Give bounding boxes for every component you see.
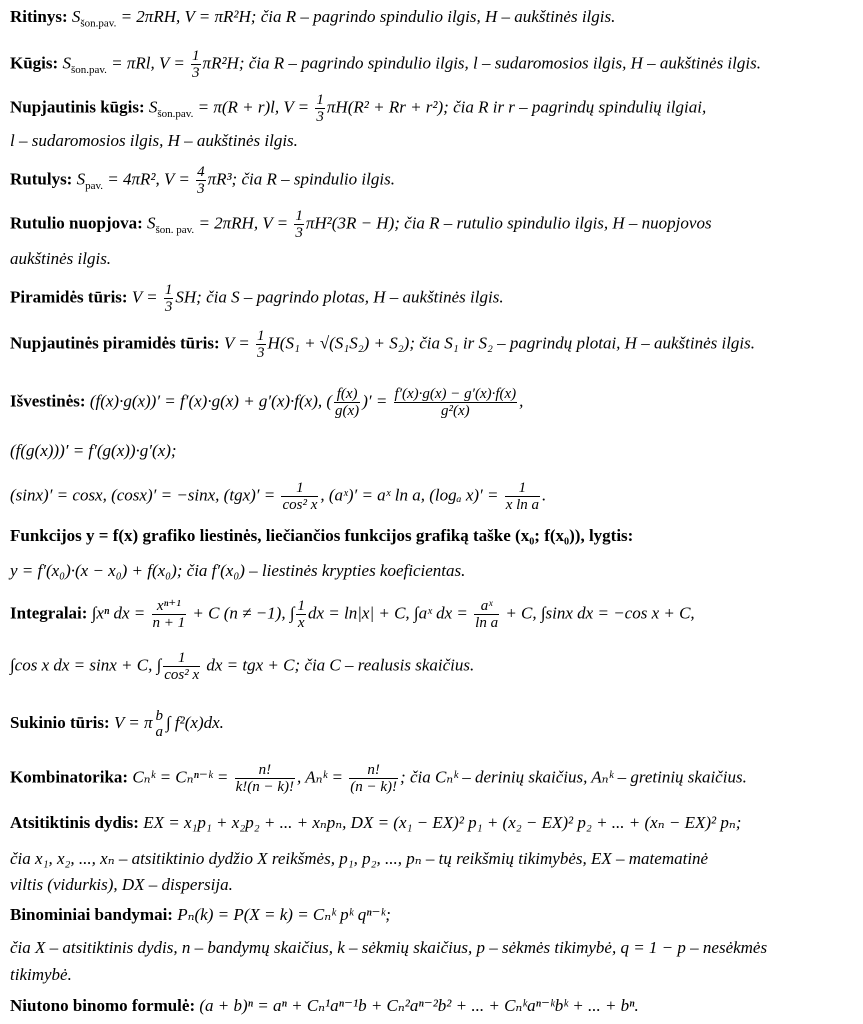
fraction-denominator: n + 1 xyxy=(152,615,186,631)
fraction-denominator: cos² x xyxy=(282,497,318,513)
formula-line xyxy=(10,904,857,926)
fraction-numerator: 4 xyxy=(197,164,205,180)
formula-line xyxy=(10,812,857,834)
fraction-2-numerator: 1 xyxy=(297,598,305,614)
formula-subscript: šon.pav. xyxy=(70,63,107,76)
fraction-2-numerator: n! xyxy=(349,762,398,779)
formula-label: Funkcijos y = f(x) grafiko liestinės, liečiančios funkcijos grafiką taške (x₀; f(x₀)), lygtis: xyxy=(10,526,634,545)
fraction-denominator: 3 xyxy=(316,109,324,125)
formula-line xyxy=(10,6,857,34)
formula-subscript: šon.pav. xyxy=(157,107,194,120)
formula-text: (f(x)·g(x))′ = f′(x)·g(x) + g′(x)·f(x), ( xyxy=(85,391,333,411)
fraction-3 xyxy=(474,598,499,631)
fraction-2 xyxy=(349,762,398,795)
fraction-2-denominator: g²(x) xyxy=(441,403,470,419)
formula-text-cont: πR³; čia R – spindulio ilgis. xyxy=(207,169,395,189)
fraction-numerator: 1 xyxy=(164,282,173,298)
formula-text-cont-2: dx = ln|x| + C, ∫aˣ dx = xyxy=(307,603,473,623)
fraction-2-denominator: (n − k)! xyxy=(350,779,398,795)
formula-line xyxy=(10,48,857,81)
formula-label: Nupjautinės piramidės tūris: xyxy=(10,333,220,353)
formula-text: V = xyxy=(127,287,162,307)
fraction xyxy=(315,92,325,125)
formula-label: Ritinys: xyxy=(10,7,68,26)
fraction-denominator: k!(n − k)! xyxy=(235,779,295,795)
fraction-numerator: 1 xyxy=(281,480,318,497)
fraction-2-denominator: x xyxy=(297,615,305,631)
formula-text-cont: πH²(3R − H); čia R – rutulio spindulio ilgis, H – nuopjovos xyxy=(305,213,712,233)
formula-text: = 2πRH, V = πR²H; čia R – pagrindo spindulio ilgis, H – aukštinės ilgis. xyxy=(116,7,616,26)
formula-text-cont: ∫ f²(x)dx. xyxy=(166,712,224,732)
fraction-numerator: 1 xyxy=(295,208,303,224)
formula-label: Kūgis: xyxy=(10,53,59,73)
fraction xyxy=(294,208,304,241)
formula-symbol: S xyxy=(146,213,156,233)
formula-text: EX = x₁p₁ + x₂p₂ + ... + xₙpₙ, DX = (x₁ − EX)² p₁ + (x₂ − EX)² p₂ + ... + (xₙ − EX)² pₙ; xyxy=(138,813,742,832)
formula-label: Nupjautinis kūgis: xyxy=(10,97,145,117)
formula-text-cont-2: . xyxy=(542,485,547,505)
formula-text-cont-2: , xyxy=(519,391,524,411)
formula-text-cont-2: ; čia Cₙᵏ – derinių skaičius, Aₙᵏ – gretinių skaičius. xyxy=(400,767,747,787)
fraction-denominator: cos² x xyxy=(164,667,200,683)
formula-subscript: šon. pav. xyxy=(155,223,195,236)
formula-symbol: S xyxy=(76,169,86,189)
formula-text: ∫xⁿ dx = xyxy=(87,603,150,623)
formula-text: l – sudaromosios ilgis, H – aukštinės ilgis. xyxy=(10,131,298,150)
formula-text: aukštinės ilgis. xyxy=(10,249,112,268)
fraction-2 xyxy=(505,480,540,513)
formula-label: Išvestinės: xyxy=(10,391,86,411)
fraction-2-numerator: f′(x)·g(x) − g′(x)·f(x) xyxy=(394,386,517,402)
fraction-numerator: 1 xyxy=(257,328,265,344)
formula-symbol: S xyxy=(71,7,81,26)
integral-lower-limit: a xyxy=(155,724,164,740)
formula-line xyxy=(10,248,857,270)
fraction xyxy=(191,48,201,81)
formula-line xyxy=(10,762,857,795)
formula-line xyxy=(10,848,857,870)
formula-text-cont: dx = tgx + C; čia C – realusis skaičius. xyxy=(202,655,475,675)
formula-line xyxy=(10,708,857,740)
fraction-2 xyxy=(394,386,518,419)
formula-label: Niutono binomo formulė: xyxy=(10,996,196,1015)
formula-text: (a + b)ⁿ = aⁿ + Cₙ¹aⁿ⁻¹b + Cₙ²aⁿ⁻²b² + ... + Cₙᵏaⁿ⁻ᵏbᵏ + ... + bⁿ. xyxy=(195,996,639,1015)
formula-label: Piramidės tūris: xyxy=(10,287,128,307)
fraction-numerator: 1 xyxy=(163,650,200,667)
formula-text-cont: , (aˣ)′ = aˣ ln a, (logₐ x)′ = xyxy=(320,485,503,505)
fraction-numerator: n! xyxy=(235,762,295,779)
formula-subscript: šon.pav. xyxy=(80,17,117,30)
fraction-numerator: 1 xyxy=(192,48,200,64)
formula-line xyxy=(10,598,857,631)
formula-line xyxy=(10,440,857,462)
formula-text: V = π xyxy=(109,712,153,732)
fraction-denominator: 3 xyxy=(197,181,205,197)
formula-text-cont: SH; čia S – pagrindo plotas, H – aukštinės ilgis. xyxy=(175,287,504,307)
fraction xyxy=(164,282,174,315)
formula-subscript: pav. xyxy=(85,179,104,192)
formula-line xyxy=(10,560,857,582)
formula-line xyxy=(10,92,857,125)
formula-text: (sinx)′ = cosx, (cosx)′ = −sinx, (tgx)′ = xyxy=(10,485,280,505)
formula-label: Sukinio tūris: xyxy=(10,712,110,732)
formula-symbol: S xyxy=(148,97,158,117)
formula-line xyxy=(10,995,857,1017)
formula-label: Kombinatorika: xyxy=(10,767,129,787)
integral-upper-limit: b xyxy=(155,708,164,724)
fraction-denominator: 3 xyxy=(192,65,200,81)
formula-text: Pₙ(k) = P(X = k) = Cₙᵏ pᵏ qⁿ⁻ᵏ; xyxy=(172,905,391,924)
formula-text: čia x₁, x₂, ..., xₙ – atsitiktinio dydžio X reikšmės, p₁, p₂, ..., pₙ – tų reikšmių tikimybės, EX – matematinė xyxy=(10,849,709,868)
formula-label: Rutulys: xyxy=(10,169,73,189)
fraction-numerator: f(x) xyxy=(334,386,360,403)
formula-text: čia X – atsitiktinis dydis, n – bandymų skaičius, k – sėkmių skaičius, p – sėkmės tikimybė, q = 1 − p – nesėkmės xyxy=(10,938,768,957)
fraction xyxy=(256,328,266,361)
formula-text: viltis (vidurkis), DX – dispersija. xyxy=(10,875,233,894)
fraction-denominator: 3 xyxy=(164,299,173,315)
formula-line xyxy=(10,525,857,547)
formula-text: = 4πR², V = xyxy=(103,169,195,189)
formula-label: Integralai: xyxy=(10,603,88,623)
fraction-denominator: g(x) xyxy=(335,403,360,419)
formula-text: ∫cos x dx = sinx + C, ∫ xyxy=(10,655,162,675)
formula-text-cont: + C (n ≠ −1), ∫ xyxy=(188,603,295,623)
formula-text-cont: , Aₙᵏ = xyxy=(297,767,348,787)
formula-text: = 2πRH, V = xyxy=(194,213,293,233)
fraction xyxy=(281,480,318,513)
formula-label: Binominiai bandymai: xyxy=(10,905,173,924)
fraction xyxy=(235,762,295,795)
formula-line xyxy=(10,208,857,241)
fraction-denominator: 3 xyxy=(257,345,265,361)
formula-text: (f(g(x)))′ = f′(g(x))·g′(x); xyxy=(10,441,177,460)
formula-text: y = f′(x₀)·(x − x₀) + f(x₀); čia f′(x₀) – liestinės krypties koeficientas. xyxy=(10,561,466,580)
formula-text: = πRl, V = xyxy=(106,53,190,73)
fraction-2 xyxy=(296,598,306,631)
formula-line xyxy=(10,130,857,152)
fraction xyxy=(196,164,206,197)
fraction xyxy=(334,386,360,419)
formula-text: V = xyxy=(219,333,254,353)
formula-text-cont: H(S₁ + √(S₁S₂) + S₂); čia S₁ ir S₂ – pagrindų plotai, H – aukštinės ilgis. xyxy=(267,333,756,353)
formula-line xyxy=(10,874,857,896)
formula-line xyxy=(10,937,857,959)
integral-limits xyxy=(155,708,165,740)
fraction-numerator: 1 xyxy=(316,92,324,108)
formula-text-cont: πR²H; čia R – pagrindo spindulio ilgis, l – sudaromosios ilgis, H – aukštinės ilgis. xyxy=(202,53,761,73)
fraction-denominator: 3 xyxy=(295,225,303,241)
formula-label: Atsitiktinis dydis: xyxy=(10,813,139,832)
formula-text-cont: πH(R² + Rr + r²); čia R ir r – pagrindų spindulių ilgiai, xyxy=(326,97,707,117)
formula-line xyxy=(10,164,857,197)
formula-text: Cₙᵏ = Cₙⁿ⁻ᵏ = xyxy=(128,767,233,787)
formula-line xyxy=(10,386,857,419)
fraction xyxy=(163,650,200,683)
formula-symbol: S xyxy=(62,53,71,73)
fraction xyxy=(152,598,187,631)
formula-text: tikimybė. xyxy=(10,965,72,984)
formula-line xyxy=(10,282,857,315)
formula-text: = π(R + r)l, V = xyxy=(193,97,314,117)
fraction-3-denominator: ln a xyxy=(475,615,499,631)
formula-line xyxy=(10,480,857,513)
formula-text-cont-3: + C, ∫sinx dx = −cos x + C, xyxy=(501,603,695,623)
formula-text-cont: )′ = xyxy=(362,391,392,411)
fraction-2-numerator: 1 xyxy=(505,480,540,497)
formula-line xyxy=(10,650,857,683)
formula-line xyxy=(10,964,857,986)
fraction-3-numerator: aˣ xyxy=(474,598,499,615)
fraction-2-denominator: x ln a xyxy=(505,497,540,513)
formula-label: Rutulio nuopjova: xyxy=(10,213,143,233)
formula-line xyxy=(10,328,857,361)
fraction-numerator: xⁿ⁺¹ xyxy=(152,598,187,615)
